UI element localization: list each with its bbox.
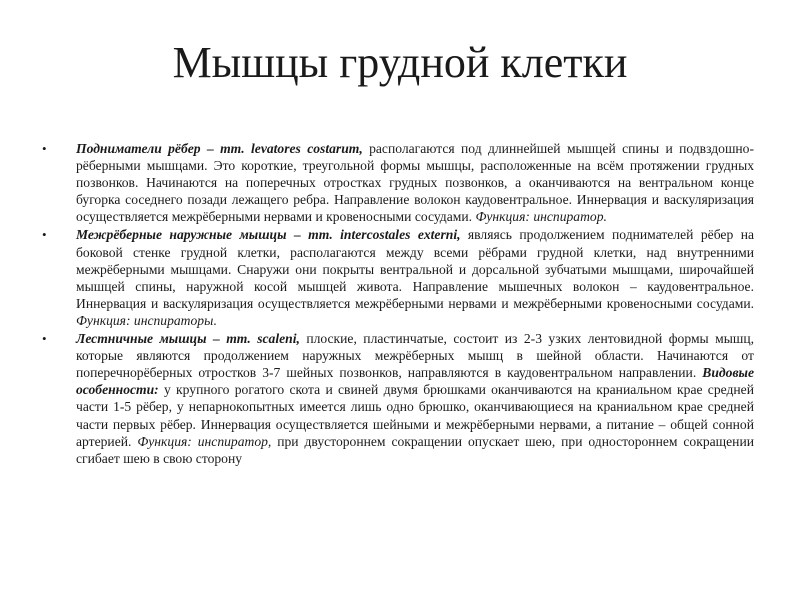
item-function: Функция: инспиратор, [137,433,272,449]
list-item-intercostales [42,226,754,329]
item-function: Функция: инспиратор. [475,209,607,225]
list-item-scaleni [42,330,754,467]
item-lead: Межрёберные наружные мышцы – mm. intercostales externi, [76,227,461,243]
item-lead: Подниматели рёбер – mm. levatores costarum, [76,141,363,156]
bullet-icon: • [42,227,47,243]
item-features-label: Видовые особенности: [76,365,754,398]
item-text: располагаются под длиннейшей мышцей спины и подвздошно-рёберными мышцами. Это короткие, треугольной формы мышцы, расположенные на всём протяжении грудных позвонков. Начинаются на поперечных отростках грудных позвонков, а оканчиваются на вентральном конце бугорка соседнего позади лежащего ребра. Направление волокон каудовентральное. Иннервация и васкуляризация осуществляется межрёберными нервами и кровеносными сосудами. [76,141,755,225]
item-lead: Лестничные мышцы – mm. scaleni, [76,331,300,347]
bullet-list [42,140,754,468]
item-text: являясь продолжением поднимателей рёбер на боковой стенке грудной клетки, располагаются между всеми рёбрами грудной клетки, над внутренними межрёберными мышцами. Снаружи они покрыты вентральной и дорсальной зубчатыми мышцами, широчайшей мышцей спины, наружной косой мышцей живота. Направление мышечных волокон – каудовентральное. Иннервация и васкуляризация осуществляется межрёберными нервами и межрёберными кровеносными сосудами. [76,227,755,311]
bullet-icon: • [42,331,47,347]
item-text: плоские, пластинчатые, состоит из 2-3 узких лентовидной формы мышц, которые являются продолжением наружных межрёберных мышц в шейной области. Начинаются от поперечнорёберных отростков 3-7 шейных позвонков, направляются в каудовентральном направлении. [76,331,754,381]
item-function: Функция: инспираторы [76,312,214,328]
bullet-icon: • [42,141,47,156]
item-text-2: у крупного рогатого скота и свиней двумя брюшками оканчиваются на краниальном крае средней части 1-5 рёбер, у непарнокопытных имеется лишь одно брюшко, оканчивающиеся на краниальном крае средней части первых рёбер. Иннервация осуществляется шейными и межрёберными нервами, а питание – общей сонной артерией. [76,382,754,449]
item-tail: при двустороннем сокращении опускает шею, при одностороннем сокращении сгибает шею в свою сторону [76,433,754,466]
list-item-levatores [42,140,754,225]
slide-title: Мышцы грудной клетки [172,38,628,87]
item-tail: . [213,312,217,328]
